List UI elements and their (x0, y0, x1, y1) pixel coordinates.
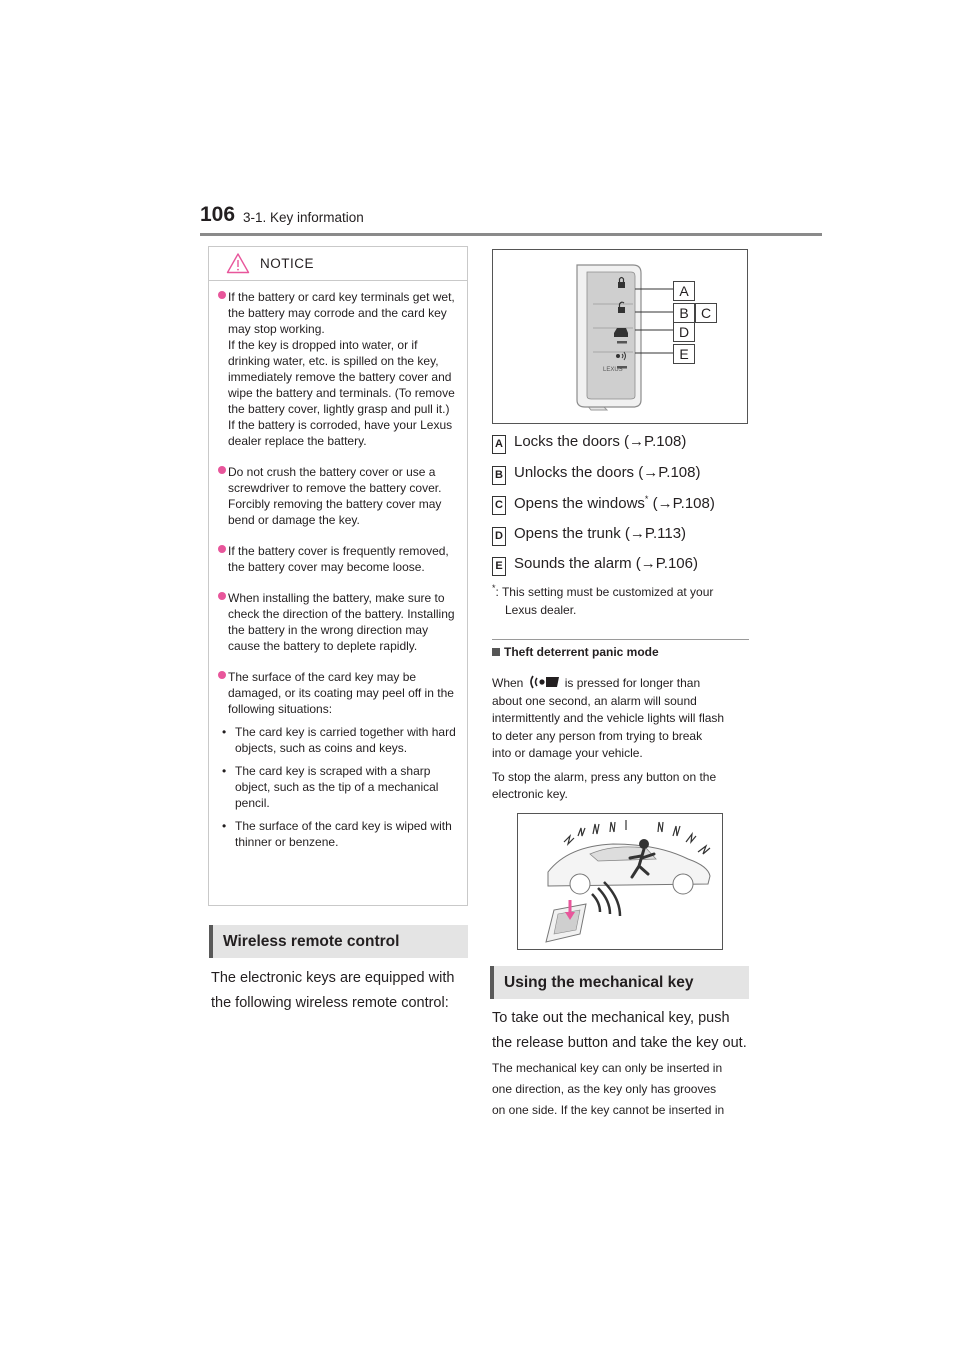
section-title: 3-1. Key information (243, 210, 364, 225)
bullet-icon (218, 466, 226, 474)
notice-item-text: Forcibly removing the battery cover may bend or damage the key. (228, 497, 442, 527)
bullet-icon (218, 291, 226, 299)
warning-triangle-icon (226, 252, 250, 274)
bullet-icon (218, 592, 226, 600)
notice-item (219, 669, 457, 717)
car-alarm-drawing (518, 814, 722, 949)
function-badge: D (492, 527, 506, 546)
key-fob-illustration (492, 249, 748, 424)
function-text: Sounds the alarm (→P.106) (514, 555, 698, 572)
function-text: Opens the trunk (→P.113) (514, 525, 687, 542)
svg-text:LEXUS: LEXUS (603, 367, 623, 373)
notice-list (209, 281, 467, 850)
notice-item-text: If the battery or card key terminals get wet, the battery may corrode and the card key may stop working. (228, 290, 455, 336)
square-bullet-icon (492, 648, 500, 656)
mechanical-intro-line1: To take out the mechanical key, push (492, 1010, 730, 1026)
footnote-line2: Lexus dealer. (505, 603, 577, 617)
page-number: 106 (200, 203, 236, 226)
wireless-intro-line1: The electronic keys are equipped with (211, 970, 455, 986)
footnote: *: This setting must be customized at your (492, 583, 714, 599)
notice-box (208, 246, 468, 906)
wireless-intro-line2: the following wireless remote control: (211, 995, 449, 1011)
notice-item-text: If the key is dropped into water, or if drinking water, etc. is spilled on the key, immediately remove the battery cover and wipe the battery and terminals. (To remove the battery cover, lightly grasp and pull it.) If the battery is corroded, have your Lexus dealer replace the battery. (228, 338, 455, 448)
notice-subitem: • The card key is carried together with hard objects, such as coins and keys. (222, 725, 456, 755)
notice-item (219, 590, 457, 654)
notice-subitem: • The card key is scraped with a sharp object, such as the tip of a mechanical pencil. (222, 764, 439, 810)
mechanical-intro-line2: the release button and take the key out. (492, 1035, 747, 1051)
section-divider (492, 639, 749, 640)
figure-label-b: B (673, 303, 695, 323)
function-text: Unlocks the doors (→P.108) (514, 464, 701, 481)
notice-item-text: The surface of the card key may be damaged, or its coating may peel off in the following situations: (228, 670, 454, 716)
mechanical-note: The mechanical key can only be inserted in one direction, as the key only has grooves on one side. If the key cannot be inserted in (492, 1061, 725, 1117)
notice-item (219, 289, 457, 449)
notice-item (219, 543, 457, 575)
function-badge: B (492, 466, 506, 485)
notice-title: NOTICE (260, 256, 315, 271)
bullet-icon (218, 671, 226, 679)
bullet-icon (218, 545, 226, 553)
figure-label-d: D (673, 322, 695, 342)
notice-item-text: Do not crush the battery cover or use a screwdriver to remove the battery cover. (228, 465, 442, 495)
function-text: Locks the doors (→P.108) (514, 433, 687, 450)
panic-alarm-illustration (517, 813, 723, 950)
card-key-drawing (493, 250, 747, 423)
figure-label-c: C (695, 303, 717, 323)
panic-paragraph: When is pressed for longer than about one second, an alarm will sound intermittently and the vehicle lights will flash to deter any person from trying to break into or damage your vehicle. To stop the alarm, press any button on the electronic key. (492, 676, 725, 801)
notice-header (209, 247, 467, 281)
notice-item-text: When installing the battery, make sure to check the direction of the battery. Installing the battery in the wrong direction may cause the battery to deplete rapidly. (228, 591, 455, 653)
notice-item (219, 464, 457, 528)
notice-subitem: • The surface of the card key is wiped with thinner or benzene. (222, 819, 452, 849)
function-badge: C (492, 496, 506, 515)
function-badge: E (492, 557, 506, 576)
header-rule (200, 233, 822, 236)
function-badge: A (492, 435, 506, 454)
panic-heading: Theft deterrent panic mode (492, 645, 659, 659)
wireless-remote-heading: Wireless remote control (209, 925, 468, 958)
mechanical-key-heading: Using the mechanical key (490, 966, 749, 999)
panic-button-icon (529, 674, 563, 690)
notice-item-text: If the battery cover is frequently removed, the battery cover may become loose. (228, 544, 449, 574)
figure-label-e: E (673, 344, 695, 364)
figure-label-a: A (673, 281, 695, 301)
function-text: Opens the windows* (→P.108) (514, 494, 715, 512)
